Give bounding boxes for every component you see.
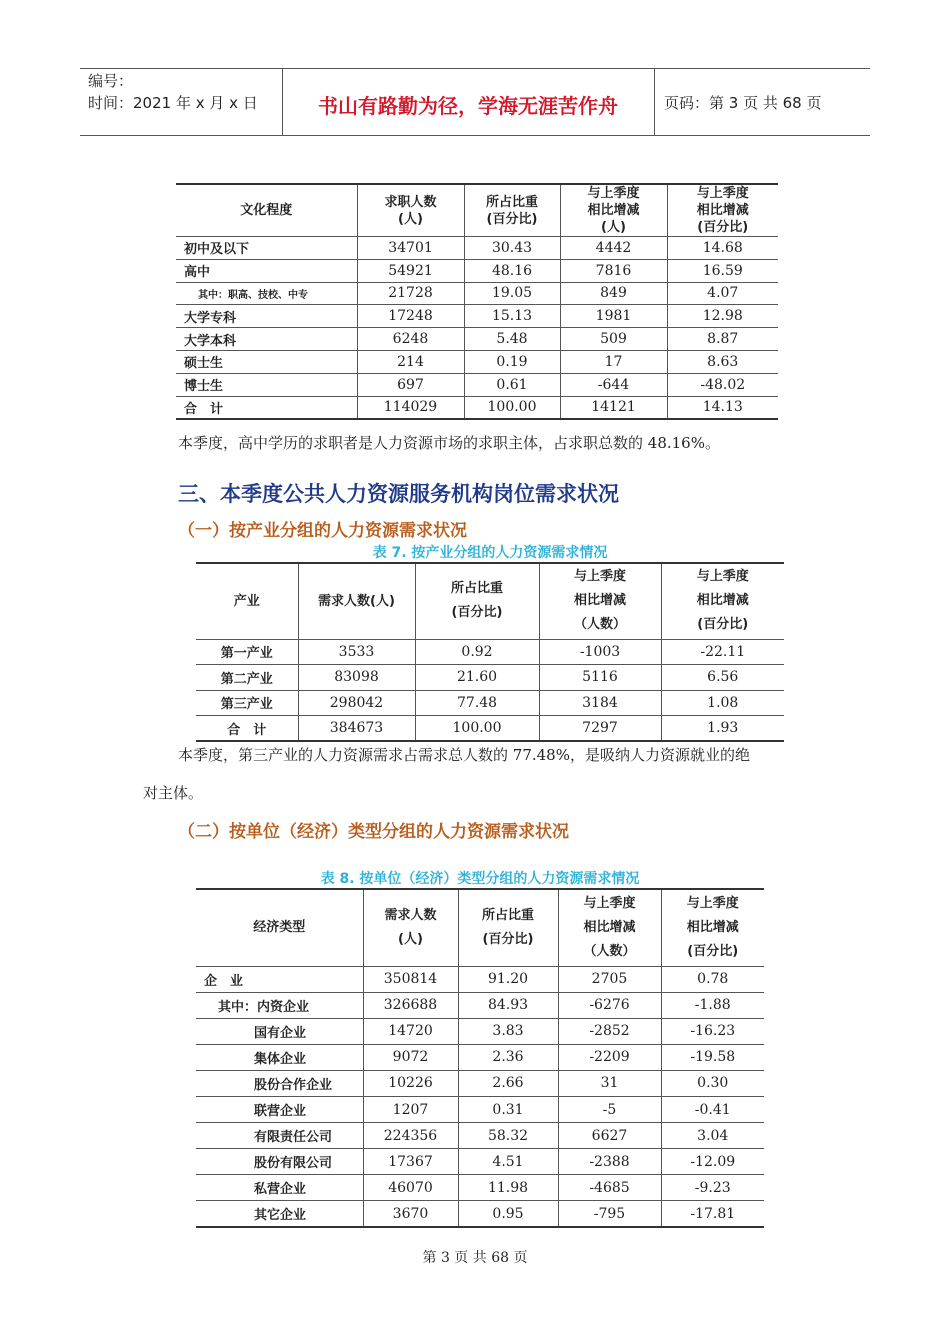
edu-cell: 34701 — [357, 237, 464, 260]
t8-cell: -5 — [558, 1096, 661, 1122]
t7-cell: 6.56 — [661, 665, 784, 691]
table8-caption: 表 8. 按单位（经济）类型分组的人力资源需求情况 — [320, 871, 640, 887]
edu-cell: 8.63 — [667, 350, 778, 373]
header-time: 时间：2021 年 x 月 x 日 — [88, 94, 258, 112]
edu-cell: 初中及以下 — [176, 237, 357, 260]
t8-cell: 17367 — [363, 1149, 458, 1175]
t8-cell: 9072 — [363, 1044, 458, 1070]
header-motto: 书山有路勤为径，学海无涯苦作舟 — [318, 94, 618, 118]
edu-cell: 15.13 — [464, 305, 560, 328]
edu-header-1: 求职人数 (人) — [357, 184, 464, 237]
t7-cell: 77.48 — [415, 690, 539, 716]
header-page: 页码：第 3 页 共 68 页 — [664, 94, 822, 112]
t8-cell: 2.66 — [458, 1070, 558, 1096]
t7-header-3: 与上季度 相比增减 （人数） — [539, 563, 661, 639]
t8-cell: 其中：内资企业 — [196, 992, 363, 1018]
t7-header-4: 与上季度 相比增减 (百分比) — [661, 563, 784, 639]
t8-cell: -19.58 — [661, 1044, 764, 1070]
edu-cell: 博士生 — [176, 373, 357, 396]
industry-table — [196, 562, 784, 742]
edu-cell: 19.05 — [464, 282, 560, 305]
t8-cell: 3.04 — [661, 1123, 764, 1149]
t8-cell: 集体企业 — [196, 1044, 363, 1070]
edu-cell: -644 — [560, 373, 667, 396]
t7-cell: 0.92 — [415, 639, 539, 665]
subsection-2-title: （二）按单位（经济）类型分组的人力资源需求状况 — [178, 822, 569, 842]
edu-cell: 114029 — [357, 396, 464, 419]
t8-cell: 0.95 — [458, 1201, 558, 1227]
edu-row — [176, 373, 778, 396]
education-table — [176, 183, 778, 420]
edu-cell: 8.87 — [667, 328, 778, 351]
t8-cell: -6276 — [558, 992, 661, 1018]
t8-header-2: 所占比重 (百分比) — [458, 889, 558, 966]
t8-cell: 84.93 — [458, 992, 558, 1018]
t8-cell: 有限责任公司 — [196, 1123, 363, 1149]
edu-row — [176, 282, 778, 305]
t7-cell: 第二产业 — [196, 665, 298, 691]
t8-row — [196, 1201, 764, 1227]
t8-cell: 58.32 — [458, 1123, 558, 1149]
t8-cell: 2705 — [558, 966, 661, 992]
t8-cell: 11.98 — [458, 1175, 558, 1201]
header-meta — [88, 70, 258, 114]
edu-cell: 高中 — [176, 259, 357, 282]
edu-cell: 14.68 — [667, 237, 778, 260]
edu-cell: 697 — [357, 373, 464, 396]
t7-cell: 298042 — [298, 690, 415, 716]
t8-cell: -9.23 — [661, 1175, 764, 1201]
t8-cell: -2388 — [558, 1149, 661, 1175]
edu-row — [176, 328, 778, 351]
t7-header-1: 需求人数(人) — [298, 563, 415, 639]
t8-row — [196, 992, 764, 1018]
edu-cell: 849 — [560, 282, 667, 305]
edu-header-2: 所占比重 (百分比) — [464, 184, 560, 237]
t8-cell: 股份有限公司 — [196, 1149, 363, 1175]
t7-cell: -22.11 — [661, 639, 784, 665]
t8-cell: -12.09 — [661, 1149, 764, 1175]
edu-cell: 合 计 — [176, 396, 357, 419]
t8-cell: -795 — [558, 1201, 661, 1227]
edu-cell: 0.19 — [464, 350, 560, 373]
header-number: 编号： — [88, 72, 134, 90]
edu-cell: 21728 — [357, 282, 464, 305]
t8-row — [196, 1018, 764, 1044]
t8-cell: 4.51 — [458, 1149, 558, 1175]
t8-cell: 46070 — [363, 1175, 458, 1201]
edu-cell: 0.61 — [464, 373, 560, 396]
edu-row — [176, 237, 778, 260]
t7-cell: 100.00 — [415, 716, 539, 742]
edu-cell: 6248 — [357, 328, 464, 351]
t8-cell: 10226 — [363, 1070, 458, 1096]
edu-cell: 其中：职高、技校、中专 — [176, 282, 357, 305]
t7-cell: 3533 — [298, 639, 415, 665]
edu-cell: 17 — [560, 350, 667, 373]
t8-cell: 3.83 — [458, 1018, 558, 1044]
table7-caption: 表 7. 按产业分组的人力资源需求情况 — [372, 545, 608, 561]
t8-row — [196, 1044, 764, 1070]
t7-cell: 合 计 — [196, 716, 298, 742]
header-top-rule — [80, 68, 870, 69]
t8-cell: 0.30 — [661, 1070, 764, 1096]
edu-cell: 16.59 — [667, 259, 778, 282]
edu-cell: -48.02 — [667, 373, 778, 396]
edu-row — [176, 396, 778, 419]
t7-header-0: 产业 — [196, 563, 298, 639]
section-3-title: 三、本季度公共人力资源服务机构岗位需求状况 — [178, 482, 619, 506]
t8-cell: 224356 — [363, 1123, 458, 1149]
edu-cell: 509 — [560, 328, 667, 351]
edu-cell: 14121 — [560, 396, 667, 419]
t8-cell: -2852 — [558, 1018, 661, 1044]
t8-row — [196, 1175, 764, 1201]
t8-header-4: 与上季度 相比增减 (百分比) — [661, 889, 764, 966]
t7-cell: 5116 — [539, 665, 661, 691]
edu-cell: 硕士生 — [176, 350, 357, 373]
edu-row — [176, 305, 778, 328]
t7-cell: 83098 — [298, 665, 415, 691]
t7-cell: 7297 — [539, 716, 661, 742]
edu-cell: 54921 — [357, 259, 464, 282]
t8-header-3: 与上季度 相比增减 （人数） — [558, 889, 661, 966]
t8-cell: 326688 — [363, 992, 458, 1018]
edu-cell: 7816 — [560, 259, 667, 282]
t8-cell: -1.88 — [661, 992, 764, 1018]
t8-cell: 私营企业 — [196, 1175, 363, 1201]
page-footer: 第 3 页 共 68 页 — [422, 1250, 528, 1266]
t8-cell: 联营企业 — [196, 1096, 363, 1122]
t7-row — [196, 665, 784, 691]
t8-cell: -2209 — [558, 1044, 661, 1070]
edu-header-0: 文化程度 — [176, 184, 357, 237]
t8-cell: 股份合作企业 — [196, 1070, 363, 1096]
t8-cell: 1207 — [363, 1096, 458, 1122]
paragraph-industry-summary-line2: 对主体。 — [143, 784, 204, 802]
t8-cell: 14720 — [363, 1018, 458, 1044]
edu-cell: 14.13 — [667, 396, 778, 419]
t7-row — [196, 690, 784, 716]
edu-cell: 48.16 — [464, 259, 560, 282]
t8-cell: 其它企业 — [196, 1201, 363, 1227]
t8-cell: 91.20 — [458, 966, 558, 992]
t8-cell: -17.81 — [661, 1201, 764, 1227]
t8-cell: 国有企业 — [196, 1018, 363, 1044]
t8-row — [196, 1070, 764, 1096]
edu-cell: 4442 — [560, 237, 667, 260]
t8-cell: 350814 — [363, 966, 458, 992]
t7-cell: -1003 — [539, 639, 661, 665]
t7-cell: 1.08 — [661, 690, 784, 716]
t8-row — [196, 1096, 764, 1122]
t7-cell: 21.60 — [415, 665, 539, 691]
t7-cell: 第一产业 — [196, 639, 298, 665]
t8-row — [196, 1123, 764, 1149]
header-bottom-rule — [80, 135, 870, 136]
t8-cell: 31 — [558, 1070, 661, 1096]
paragraph-industry-summary-line1: 本季度，第三产业的人力资源需求占需求总人数的 77.48%，是吸纳人力资源就业的绝 — [178, 746, 750, 764]
paragraph-education-summary: 本季度，高中学历的求职者是人力资源市场的求职主体，占求职总数的 48.16%。 — [178, 434, 720, 452]
edu-cell: 大学本科 — [176, 328, 357, 351]
edu-cell: 大学专科 — [176, 305, 357, 328]
t8-cell: 3670 — [363, 1201, 458, 1227]
t8-cell: 0.31 — [458, 1096, 558, 1122]
t7-header-2: 所占比重 (百分比) — [415, 563, 539, 639]
subsection-1-title: （一）按产业分组的人力资源需求状况 — [178, 521, 467, 541]
t7-cell: 3184 — [539, 690, 661, 716]
edu-cell: 17248 — [357, 305, 464, 328]
edu-cell: 1981 — [560, 305, 667, 328]
t8-cell: -0.41 — [661, 1096, 764, 1122]
header-divider-right — [654, 68, 655, 136]
edu-cell: 30.43 — [464, 237, 560, 260]
economic-type-table — [196, 888, 764, 1228]
edu-cell: 214 — [357, 350, 464, 373]
edu-header-4: 与上季度 相比增减 (百分比) — [667, 184, 778, 237]
edu-row — [176, 350, 778, 373]
t7-cell: 1.93 — [661, 716, 784, 742]
t8-cell: -4685 — [558, 1175, 661, 1201]
t8-cell: 企 业 — [196, 966, 363, 992]
edu-cell: 5.48 — [464, 328, 560, 351]
edu-cell: 100.00 — [464, 396, 560, 419]
edu-row — [176, 259, 778, 282]
t7-cell: 384673 — [298, 716, 415, 742]
t8-cell: 2.36 — [458, 1044, 558, 1070]
t8-header-0: 经济类型 — [196, 889, 363, 966]
edu-cell: 4.07 — [667, 282, 778, 305]
t8-header-1: 需求人数 (人) — [363, 889, 458, 966]
t8-cell: -16.23 — [661, 1018, 764, 1044]
t8-row — [196, 1149, 764, 1175]
t8-row — [196, 966, 764, 992]
edu-cell: 12.98 — [667, 305, 778, 328]
t8-cell: 6627 — [558, 1123, 661, 1149]
t7-row — [196, 716, 784, 742]
t7-row — [196, 639, 784, 665]
t7-cell: 第三产业 — [196, 690, 298, 716]
edu-header-3: 与上季度 相比增减 (人) — [560, 184, 667, 237]
t8-cell: 0.78 — [661, 966, 764, 992]
